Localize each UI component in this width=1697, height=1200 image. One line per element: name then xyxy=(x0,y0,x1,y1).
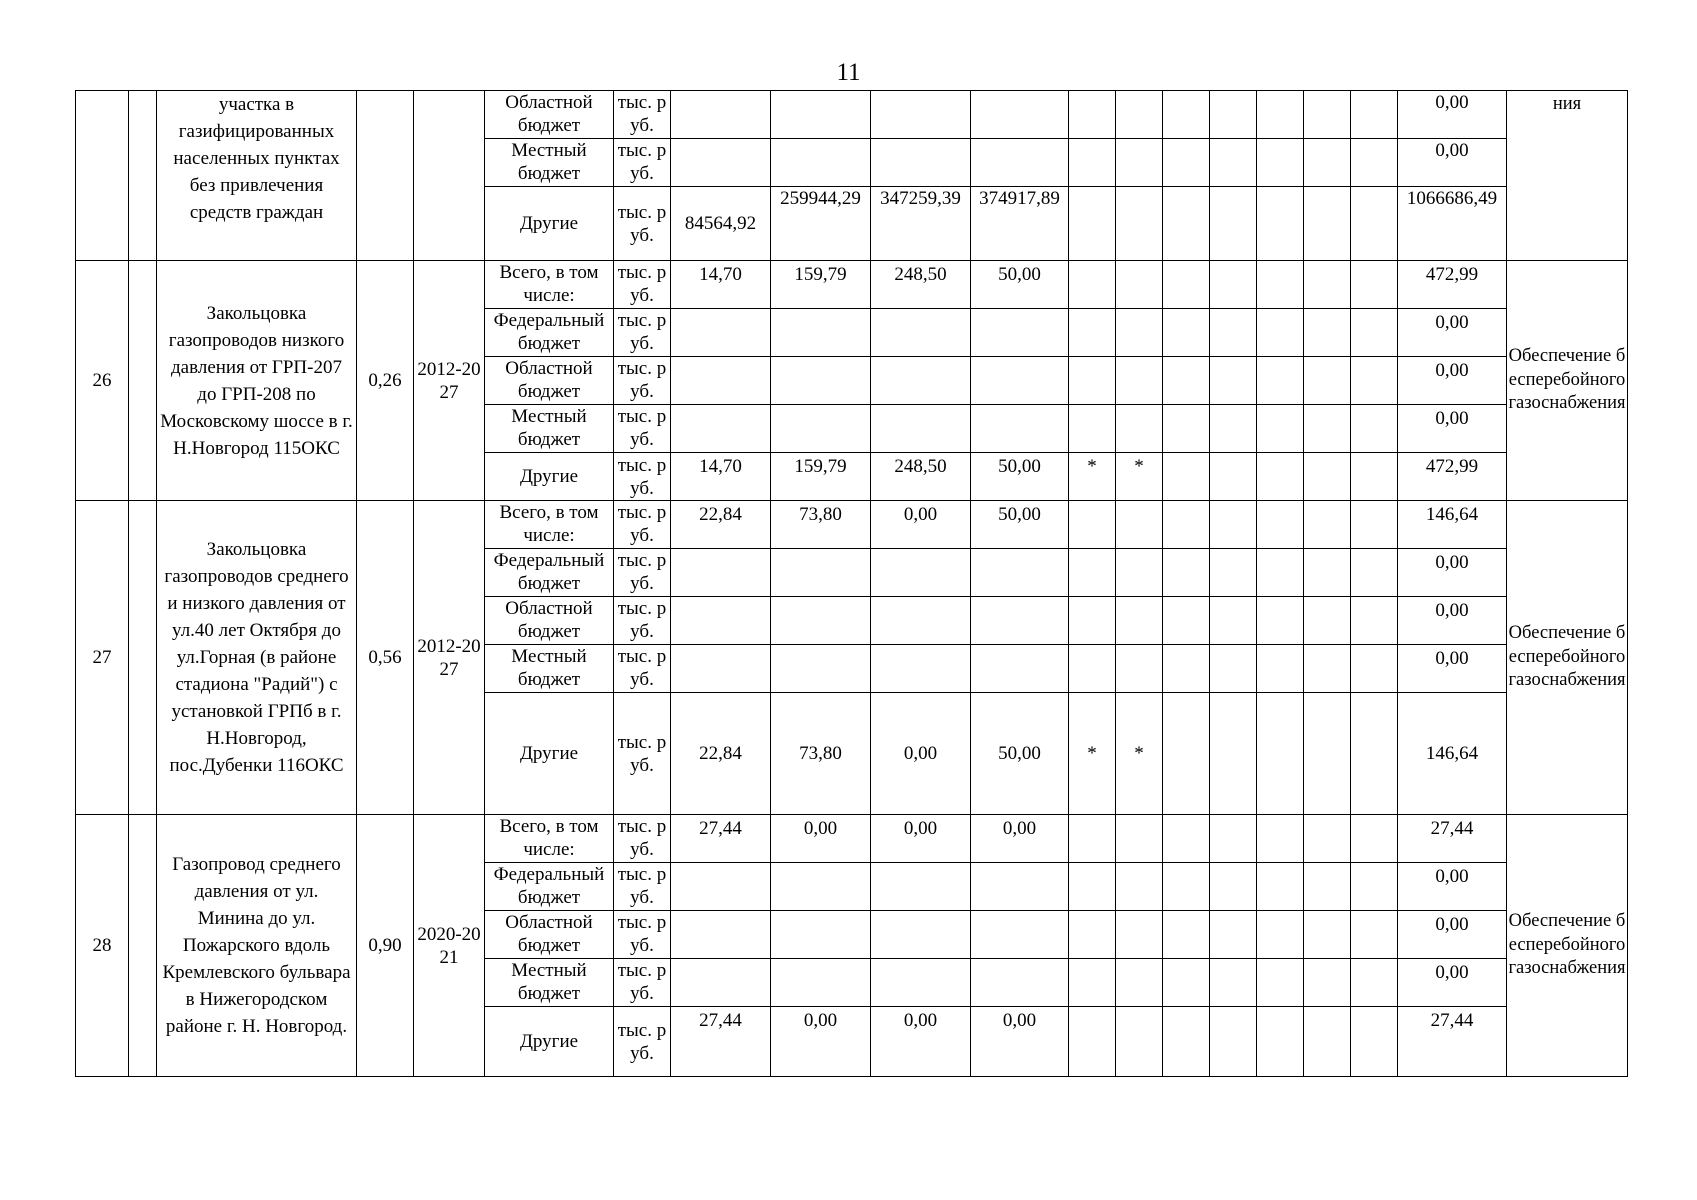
item-name: Газопровод среднего давления от ул. Минина до ул. Пожарского вдоль Кремлевского бульвара в Нижегородском районе г. Н. Новгород. xyxy=(157,815,357,1077)
empty-cell xyxy=(1304,357,1351,405)
empty-cell xyxy=(1163,187,1210,261)
source-cell: Местный бюджет xyxy=(485,959,614,1007)
result-cell: Обеспечение бесперебойного газоснабжения xyxy=(1507,815,1628,1077)
empty-cell xyxy=(1351,597,1398,645)
length-cell: 0,90 xyxy=(357,815,414,1077)
value-cell xyxy=(671,91,771,139)
value-cell: 248,50 xyxy=(871,453,971,501)
mark-cell xyxy=(1116,645,1163,693)
value-cell xyxy=(771,139,871,187)
source-cell: Всего, в том числе: xyxy=(485,261,614,309)
empty-cell xyxy=(1210,693,1257,815)
value-cell xyxy=(971,309,1069,357)
empty-cell xyxy=(1210,405,1257,453)
value-cell: 0,00 xyxy=(871,693,971,815)
mark-cell xyxy=(1116,91,1163,139)
empty-cell xyxy=(1351,139,1398,187)
empty-cell xyxy=(1210,187,1257,261)
source-cell: Другие xyxy=(485,453,614,501)
value-cell xyxy=(971,959,1069,1007)
value-cell xyxy=(971,405,1069,453)
total-cell: 0,00 xyxy=(1398,405,1507,453)
value-cell: 22,84 xyxy=(671,693,771,815)
value-cell xyxy=(871,357,971,405)
value-cell xyxy=(771,91,871,139)
mark-cell xyxy=(1069,187,1116,261)
mark-cell xyxy=(1116,309,1163,357)
mark-cell xyxy=(1116,549,1163,597)
source-cell: Областной бюджет xyxy=(485,357,614,405)
empty-cell xyxy=(1304,815,1351,863)
mark-cell xyxy=(1116,139,1163,187)
total-cell: 0,00 xyxy=(1398,549,1507,597)
value-cell: 50,00 xyxy=(971,261,1069,309)
value-cell xyxy=(771,357,871,405)
total-cell: 472,99 xyxy=(1398,453,1507,501)
empty-cell xyxy=(1210,863,1257,911)
value-cell: 159,79 xyxy=(771,453,871,501)
value-cell xyxy=(871,91,971,139)
sub-num-cell xyxy=(129,501,157,815)
empty-cell xyxy=(1163,549,1210,597)
value-cell xyxy=(871,597,971,645)
length-cell xyxy=(357,91,414,261)
value-cell: 27,44 xyxy=(671,815,771,863)
value-cell xyxy=(871,645,971,693)
empty-cell xyxy=(1257,405,1304,453)
value-cell xyxy=(771,959,871,1007)
table-body xyxy=(76,91,1628,1077)
empty-cell xyxy=(1351,309,1398,357)
empty-cell xyxy=(1257,549,1304,597)
value-cell xyxy=(671,959,771,1007)
mark-cell xyxy=(1069,405,1116,453)
period-cell: 2020-2021 xyxy=(414,815,485,1077)
value-cell xyxy=(971,91,1069,139)
total-cell: 146,64 xyxy=(1398,693,1507,815)
length-cell: 0,26 xyxy=(357,261,414,501)
value-cell xyxy=(771,911,871,959)
source-cell: Федеральный бюджет xyxy=(485,863,614,911)
value-cell xyxy=(971,911,1069,959)
table-row xyxy=(76,91,1628,139)
value-cell: 14,70 xyxy=(671,453,771,501)
empty-cell xyxy=(1163,815,1210,863)
empty-cell xyxy=(1257,309,1304,357)
total-cell: 27,44 xyxy=(1398,815,1507,863)
total-cell: 0,00 xyxy=(1398,597,1507,645)
unit-cell: тыс. руб. xyxy=(614,911,671,959)
empty-cell xyxy=(1163,357,1210,405)
length-cell: 0,56 xyxy=(357,501,414,815)
empty-cell xyxy=(1257,357,1304,405)
value-cell: 248,50 xyxy=(871,261,971,309)
total-cell: 1066686,49 xyxy=(1398,187,1507,261)
mark-cell xyxy=(1069,911,1116,959)
value-cell xyxy=(771,645,871,693)
value-cell: 73,80 xyxy=(771,501,871,549)
mark-cell xyxy=(1116,357,1163,405)
total-cell: 0,00 xyxy=(1398,357,1507,405)
period-cell xyxy=(414,91,485,261)
item-number: 27 xyxy=(76,501,129,815)
item-number: 26 xyxy=(76,261,129,501)
empty-cell xyxy=(1210,549,1257,597)
value-cell: 50,00 xyxy=(971,501,1069,549)
value-cell xyxy=(871,863,971,911)
mark-cell xyxy=(1069,309,1116,357)
sub-num-cell xyxy=(129,815,157,1077)
unit-cell: тыс. руб. xyxy=(614,597,671,645)
empty-cell xyxy=(1304,549,1351,597)
source-cell: Местный бюджет xyxy=(485,645,614,693)
empty-cell xyxy=(1210,645,1257,693)
empty-cell xyxy=(1210,815,1257,863)
mark-cell xyxy=(1069,959,1116,1007)
result-cell: Обеспечение бесперебойного газоснабжения xyxy=(1507,501,1628,815)
page-number: 11 xyxy=(836,59,861,86)
empty-cell xyxy=(1257,645,1304,693)
item-name: участка в газифицированных населенных пунктах без привлечения средств граждан xyxy=(157,91,357,261)
empty-cell xyxy=(1210,91,1257,139)
empty-cell xyxy=(1257,261,1304,309)
total-cell: 0,00 xyxy=(1398,911,1507,959)
value-cell xyxy=(971,597,1069,645)
value-cell xyxy=(971,549,1069,597)
mark-cell xyxy=(1069,1007,1116,1077)
mark-cell xyxy=(1116,959,1163,1007)
empty-cell xyxy=(1304,309,1351,357)
mark-cell: * xyxy=(1069,693,1116,815)
value-cell: 259944,29 xyxy=(771,187,871,261)
value-cell xyxy=(871,549,971,597)
unit-cell: тыс. руб. xyxy=(614,261,671,309)
mark-cell xyxy=(1069,549,1116,597)
num-cell xyxy=(76,91,129,261)
mark-cell xyxy=(1116,597,1163,645)
unit-cell: тыс. руб. xyxy=(614,453,671,501)
value-cell xyxy=(671,911,771,959)
empty-cell xyxy=(1304,1007,1351,1077)
value-cell xyxy=(871,405,971,453)
value-cell: 50,00 xyxy=(971,693,1069,815)
value-cell: 84564,92 xyxy=(671,187,771,261)
empty-cell xyxy=(1257,597,1304,645)
mark-cell xyxy=(1069,139,1116,187)
empty-cell xyxy=(1163,863,1210,911)
value-cell: 14,70 xyxy=(671,261,771,309)
empty-cell xyxy=(1304,187,1351,261)
value-cell: 27,44 xyxy=(671,1007,771,1077)
total-cell: 0,00 xyxy=(1398,645,1507,693)
empty-cell xyxy=(1257,139,1304,187)
total-cell: 0,00 xyxy=(1398,863,1507,911)
empty-cell xyxy=(1351,1007,1398,1077)
empty-cell xyxy=(1351,91,1398,139)
unit-cell: тыс. руб. xyxy=(614,357,671,405)
mark-cell xyxy=(1069,357,1116,405)
mark-cell xyxy=(1116,261,1163,309)
value-cell xyxy=(771,863,871,911)
source-cell: Федеральный бюджет xyxy=(485,309,614,357)
value-cell: 0,00 xyxy=(771,1007,871,1077)
unit-cell: тыс. руб. xyxy=(614,501,671,549)
mark-cell: * xyxy=(1116,693,1163,815)
empty-cell xyxy=(1257,1007,1304,1077)
source-cell: Другие xyxy=(485,693,614,815)
source-cell: Областной бюджет xyxy=(485,91,614,139)
value-cell: 50,00 xyxy=(971,453,1069,501)
unit-cell: тыс. руб. xyxy=(614,815,671,863)
total-cell: 0,00 xyxy=(1398,139,1507,187)
empty-cell xyxy=(1351,405,1398,453)
empty-cell xyxy=(1210,309,1257,357)
sub-num-cell xyxy=(129,261,157,501)
value-cell: 73,80 xyxy=(771,693,871,815)
table-row xyxy=(76,261,1628,309)
empty-cell xyxy=(1304,911,1351,959)
value-cell xyxy=(871,911,971,959)
value-cell xyxy=(671,597,771,645)
empty-cell xyxy=(1163,959,1210,1007)
empty-cell xyxy=(1304,453,1351,501)
result-cell: ния xyxy=(1507,91,1628,261)
unit-cell: тыс. руб. xyxy=(614,139,671,187)
empty-cell xyxy=(1210,911,1257,959)
source-cell: Федеральный бюджет xyxy=(485,549,614,597)
empty-cell xyxy=(1304,693,1351,815)
empty-cell xyxy=(1304,645,1351,693)
unit-cell: тыс. руб. xyxy=(614,693,671,815)
value-cell: 0,00 xyxy=(871,501,971,549)
mark-cell: * xyxy=(1116,453,1163,501)
empty-cell xyxy=(1210,1007,1257,1077)
mark-cell: * xyxy=(1069,453,1116,501)
value-cell xyxy=(771,597,871,645)
value-cell: 347259,39 xyxy=(871,187,971,261)
value-cell xyxy=(771,405,871,453)
empty-cell xyxy=(1210,453,1257,501)
period-cell: 2012-2027 xyxy=(414,261,485,501)
result-cell: Обеспечение бесперебойного газоснабжения xyxy=(1507,261,1628,501)
value-cell xyxy=(871,309,971,357)
empty-cell xyxy=(1351,693,1398,815)
mark-cell xyxy=(1116,1007,1163,1077)
table-row xyxy=(76,501,1628,549)
empty-cell xyxy=(1163,91,1210,139)
empty-cell xyxy=(1257,959,1304,1007)
value-cell xyxy=(671,309,771,357)
empty-cell xyxy=(1163,309,1210,357)
empty-cell xyxy=(1163,405,1210,453)
empty-cell xyxy=(1163,501,1210,549)
empty-cell xyxy=(1304,863,1351,911)
mark-cell xyxy=(1069,501,1116,549)
mark-cell xyxy=(1116,405,1163,453)
total-cell: 146,64 xyxy=(1398,501,1507,549)
empty-cell xyxy=(1351,261,1398,309)
empty-cell xyxy=(1257,187,1304,261)
value-cell: 374917,89 xyxy=(971,187,1069,261)
empty-cell xyxy=(1351,645,1398,693)
mark-cell xyxy=(1069,597,1116,645)
value-cell xyxy=(671,863,771,911)
empty-cell xyxy=(1257,501,1304,549)
mark-cell xyxy=(1116,911,1163,959)
empty-cell xyxy=(1163,453,1210,501)
empty-cell xyxy=(1351,187,1398,261)
empty-cell xyxy=(1163,693,1210,815)
value-cell: 0,00 xyxy=(871,815,971,863)
source-cell: Областной бюджет xyxy=(485,911,614,959)
empty-cell xyxy=(1210,139,1257,187)
empty-cell xyxy=(1351,453,1398,501)
empty-cell xyxy=(1210,357,1257,405)
empty-cell xyxy=(1257,911,1304,959)
value-cell: 0,00 xyxy=(971,815,1069,863)
empty-cell xyxy=(1304,597,1351,645)
empty-cell xyxy=(1210,959,1257,1007)
empty-cell xyxy=(1304,959,1351,1007)
value-cell xyxy=(871,139,971,187)
empty-cell xyxy=(1210,597,1257,645)
empty-cell xyxy=(1257,815,1304,863)
mark-cell xyxy=(1069,645,1116,693)
empty-cell xyxy=(1351,549,1398,597)
mark-cell xyxy=(1116,501,1163,549)
empty-cell xyxy=(1163,139,1210,187)
unit-cell: тыс. руб. xyxy=(614,863,671,911)
value-cell: 22,84 xyxy=(671,501,771,549)
unit-cell: тыс. руб. xyxy=(614,187,671,261)
empty-cell xyxy=(1351,911,1398,959)
value-cell xyxy=(771,549,871,597)
period-cell: 2012-2027 xyxy=(414,501,485,815)
source-cell: Другие xyxy=(485,187,614,261)
empty-cell xyxy=(1163,1007,1210,1077)
value-cell: 0,00 xyxy=(871,1007,971,1077)
empty-cell xyxy=(1351,357,1398,405)
value-cell xyxy=(771,309,871,357)
unit-cell: тыс. руб. xyxy=(614,91,671,139)
empty-cell xyxy=(1257,693,1304,815)
unit-cell: тыс. руб. xyxy=(614,645,671,693)
unit-cell: тыс. руб. xyxy=(614,549,671,597)
sub-num-cell xyxy=(129,91,157,261)
value-cell xyxy=(971,863,1069,911)
value-cell xyxy=(871,959,971,1007)
value-cell xyxy=(671,357,771,405)
empty-cell xyxy=(1304,261,1351,309)
empty-cell xyxy=(1351,815,1398,863)
item-name: Закольцовка газопроводов среднего и низкого давления от ул.40 лет Октября до ул.Горная (в районе стадиона "Радий") с установкой ГРПб в г. Н.Новгород, пос.Дубенки 116ОКС xyxy=(157,501,357,815)
empty-cell xyxy=(1163,911,1210,959)
mark-cell xyxy=(1116,863,1163,911)
empty-cell xyxy=(1210,501,1257,549)
unit-cell: тыс. руб. xyxy=(614,959,671,1007)
table-row xyxy=(76,815,1628,863)
source-cell: Всего, в том числе: xyxy=(485,815,614,863)
empty-cell xyxy=(1210,261,1257,309)
value-cell: 0,00 xyxy=(971,1007,1069,1077)
total-cell: 0,00 xyxy=(1398,959,1507,1007)
item-name: Закольцовка газопроводов низкого давления от ГРП-207 до ГРП-208 по Московскому шоссе в г. Н.Новгород 115ОКС xyxy=(157,261,357,501)
source-cell: Другие xyxy=(485,1007,614,1077)
source-cell: Местный бюджет xyxy=(485,139,614,187)
empty-cell xyxy=(1304,501,1351,549)
mark-cell xyxy=(1116,815,1163,863)
mark-cell xyxy=(1069,91,1116,139)
mark-cell xyxy=(1069,815,1116,863)
empty-cell xyxy=(1304,405,1351,453)
mark-cell xyxy=(1069,863,1116,911)
total-cell: 472,99 xyxy=(1398,261,1507,309)
value-cell xyxy=(971,645,1069,693)
mark-cell xyxy=(1116,187,1163,261)
source-cell: Областной бюджет xyxy=(485,597,614,645)
value-cell xyxy=(671,645,771,693)
source-cell: Всего, в том числе: xyxy=(485,501,614,549)
empty-cell xyxy=(1351,501,1398,549)
empty-cell xyxy=(1257,863,1304,911)
empty-cell xyxy=(1304,139,1351,187)
value-cell xyxy=(971,139,1069,187)
unit-cell: тыс. руб. xyxy=(614,405,671,453)
empty-cell xyxy=(1351,959,1398,1007)
source-cell: Местный бюджет xyxy=(485,405,614,453)
empty-cell xyxy=(1304,91,1351,139)
value-cell: 159,79 xyxy=(771,261,871,309)
value-cell xyxy=(971,357,1069,405)
unit-cell: тыс. руб. xyxy=(614,309,671,357)
budget-table xyxy=(75,90,1628,1077)
total-cell: 0,00 xyxy=(1398,91,1507,139)
value-cell: 0,00 xyxy=(771,815,871,863)
total-cell: 0,00 xyxy=(1398,309,1507,357)
total-cell: 27,44 xyxy=(1398,1007,1507,1077)
empty-cell xyxy=(1163,597,1210,645)
empty-cell xyxy=(1257,453,1304,501)
empty-cell xyxy=(1163,645,1210,693)
mark-cell xyxy=(1069,261,1116,309)
item-number: 28 xyxy=(76,815,129,1077)
empty-cell xyxy=(1163,261,1210,309)
empty-cell xyxy=(1257,91,1304,139)
unit-cell: тыс. руб. xyxy=(614,1007,671,1077)
value-cell xyxy=(671,139,771,187)
value-cell xyxy=(671,549,771,597)
empty-cell xyxy=(1351,863,1398,911)
value-cell xyxy=(671,405,771,453)
